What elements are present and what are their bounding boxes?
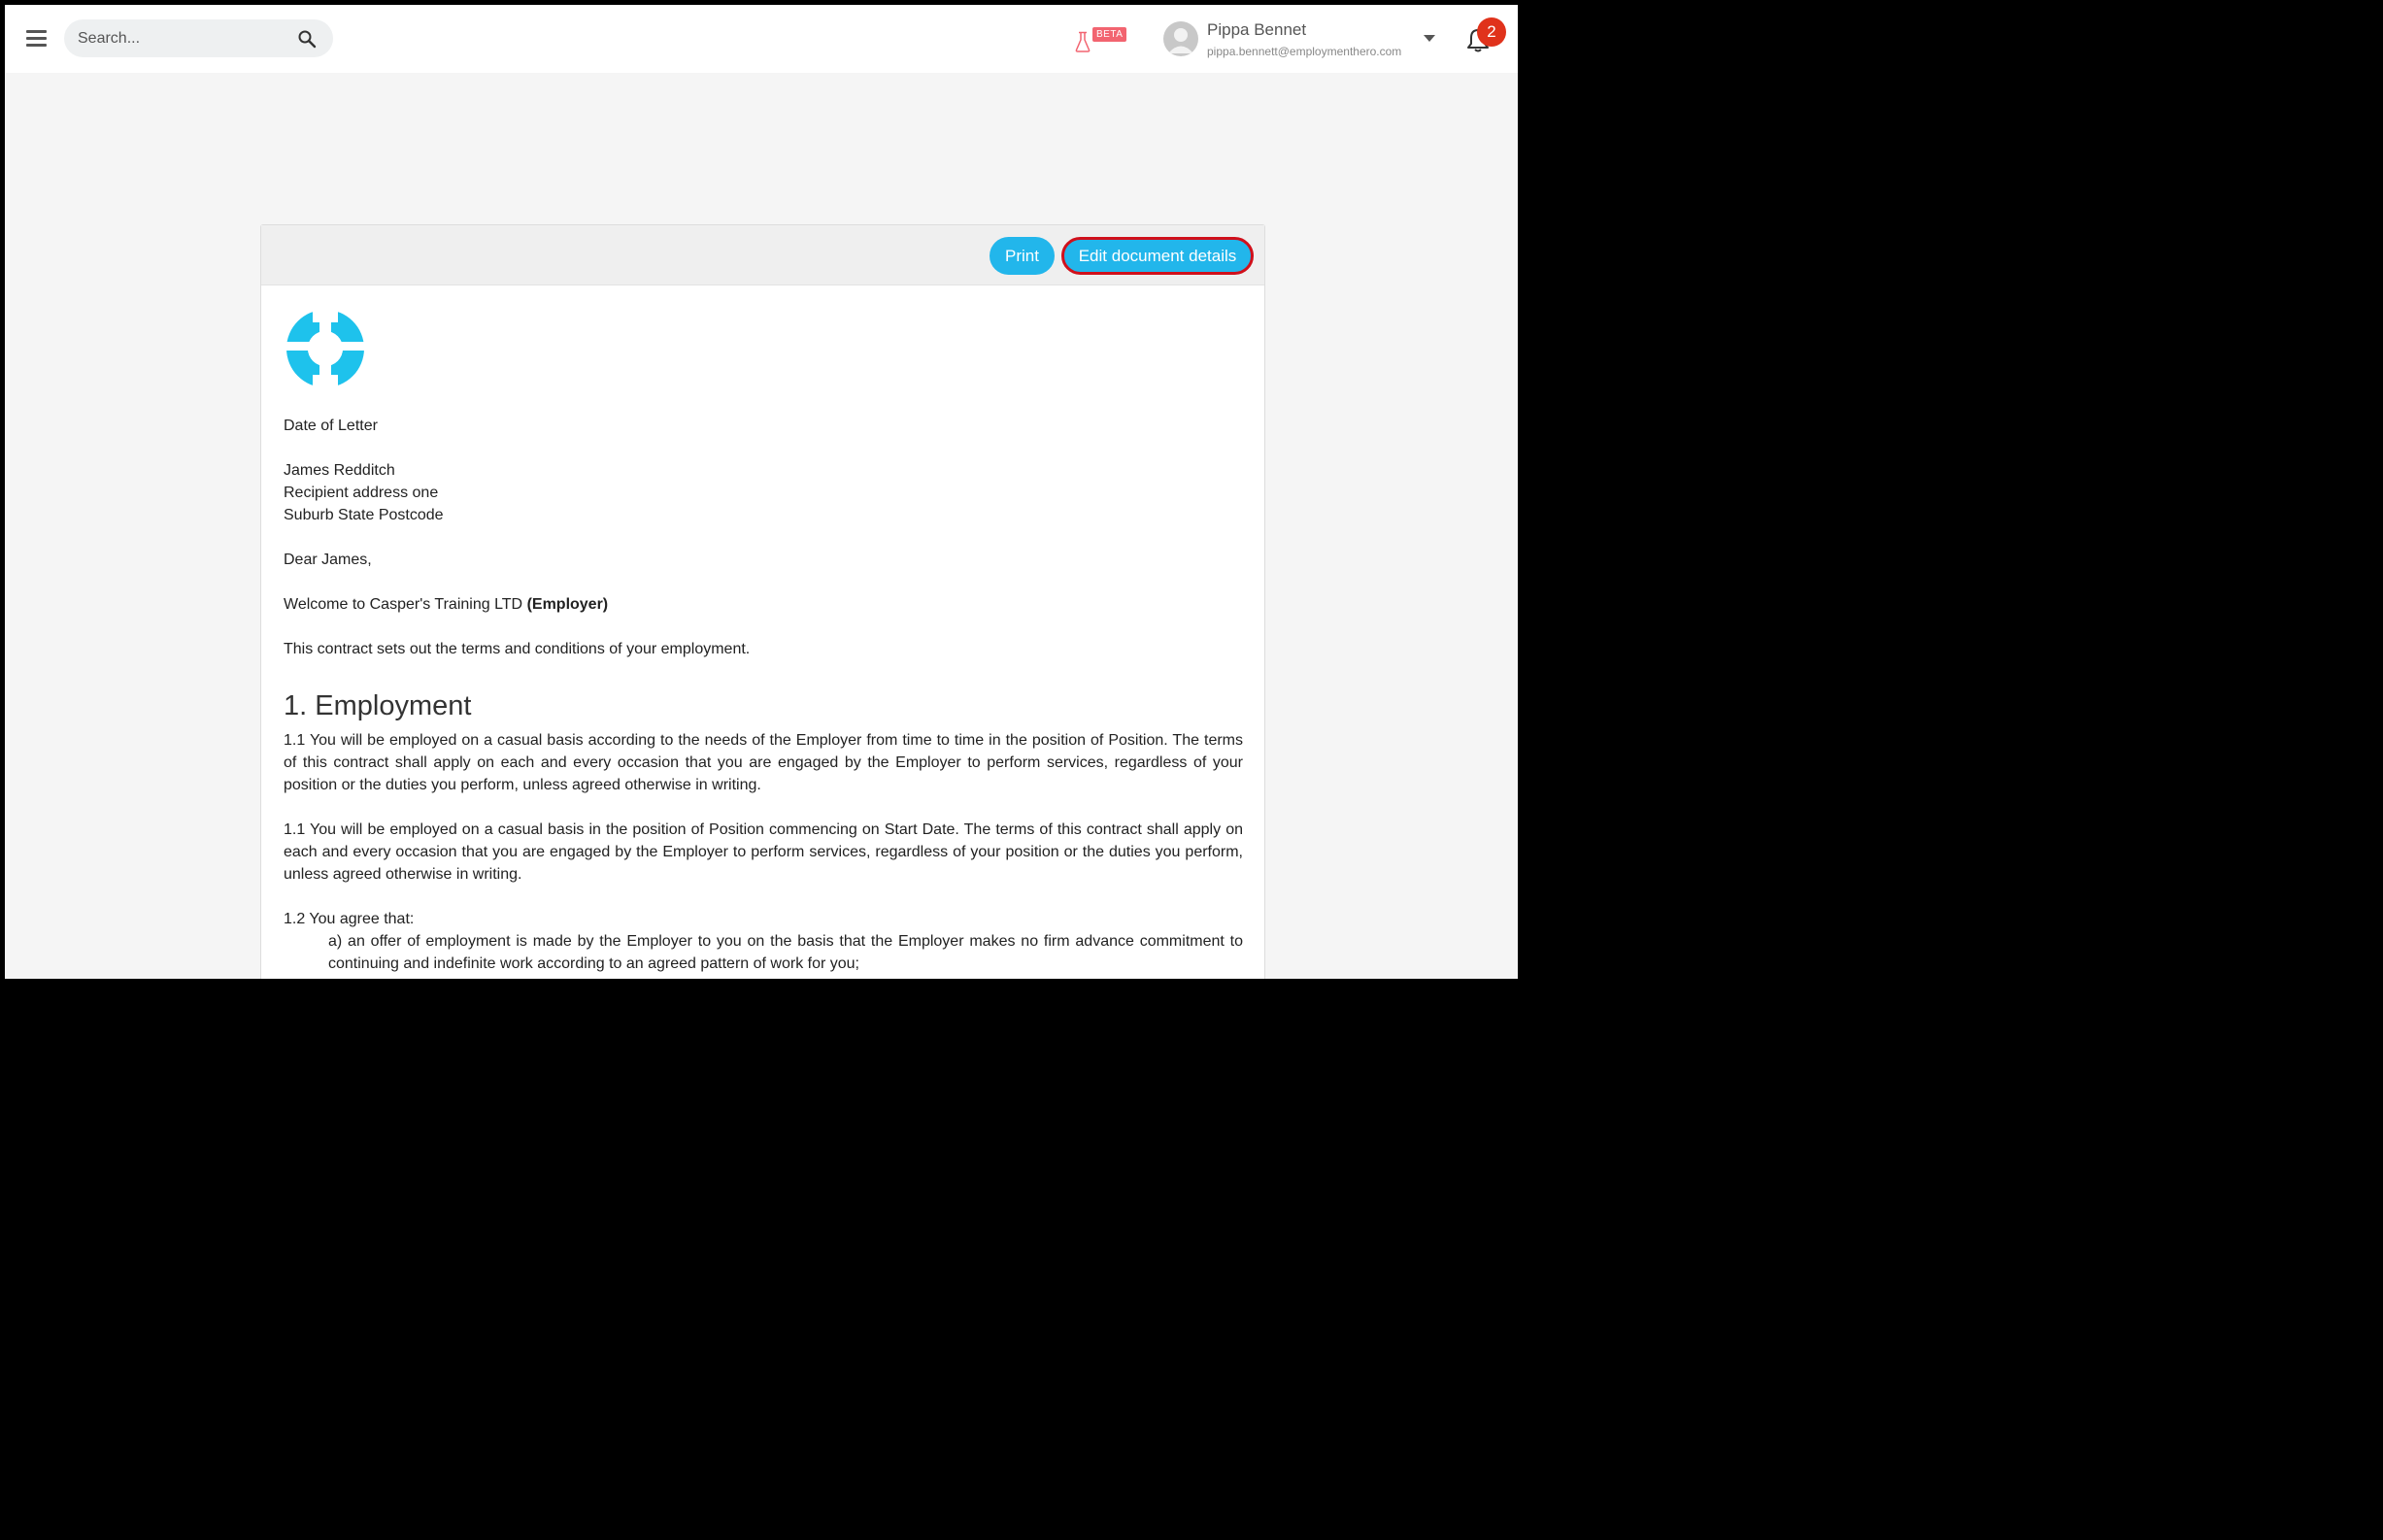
clause-1-1b: 1.1 You will be employed on a casual basis in the position of Position commencing on Start Date. The terms of this contract shall apply on each and every occasion that you are engaged by the Employer to perform services, regardless of your position or the duties you perform, unless agreed otherwise in writing.: [284, 821, 1243, 883]
search-icon[interactable]: [297, 29, 317, 49]
document-toolbar: [261, 225, 1264, 285]
salutation: Dear James,: [284, 552, 372, 568]
top-navigation-bar: [5, 5, 1518, 73]
chevron-down-icon[interactable]: [1424, 35, 1435, 42]
menu-icon[interactable]: [26, 30, 48, 48]
recipient-address-line1: Recipient address one: [284, 485, 439, 501]
notification-badge[interactable]: 2: [1477, 17, 1506, 47]
clause-1-1a: 1.1 You will be employed on a casual basis according to the needs of the Employer from time to time in the position of Position. The terms of this contract shall apply on each and every occasion that you are engaged by the Employer to perform services, regardless of your position or the duties you perform, unless agreed otherwise in writing.: [284, 732, 1243, 793]
document-card: [260, 224, 1265, 979]
edit-document-details-button[interactable]: Edit document details: [1061, 237, 1254, 275]
employer-term: (Employer): [526, 596, 609, 613]
clause-1-2: 1.2 You agree that:: [284, 911, 415, 927]
avatar[interactable]: [1163, 21, 1198, 56]
print-button[interactable]: Print: [990, 237, 1055, 275]
intro-text: This contract sets out the terms and conditions of your employment.: [284, 641, 751, 657]
clause-1-2a: a) an offer of employment is made by the Employer to you on the basis that the Employer makes no firm advance commitment to continuing and indefinite work according to an agreed pattern of work for you;: [328, 933, 1243, 972]
company-logo: [285, 309, 365, 388]
recipient-name: James Redditch: [284, 462, 395, 479]
user-email: pippa.bennett@employmenthero.com: [1207, 45, 1402, 58]
user-name: Pippa Bennet: [1207, 20, 1307, 39]
welcome-text: Welcome to Casper's Training LTD: [284, 596, 527, 613]
section-heading: 1. Employment: [284, 690, 472, 721]
search-box: [64, 19, 333, 57]
welcome-line: [284, 593, 1243, 616]
beta-features[interactable]: [1073, 26, 1131, 55]
letter-body: [284, 415, 1243, 975]
user-icon: [1163, 21, 1198, 56]
letter-date: Date of Letter: [284, 418, 378, 434]
search-input[interactable]: [78, 19, 282, 57]
beta-badge: BETA: [1092, 27, 1126, 42]
flask-icon: [1075, 31, 1091, 52]
recipient-address-line2: Suburb State Postcode: [284, 507, 444, 523]
app-frame: [5, 5, 1518, 979]
